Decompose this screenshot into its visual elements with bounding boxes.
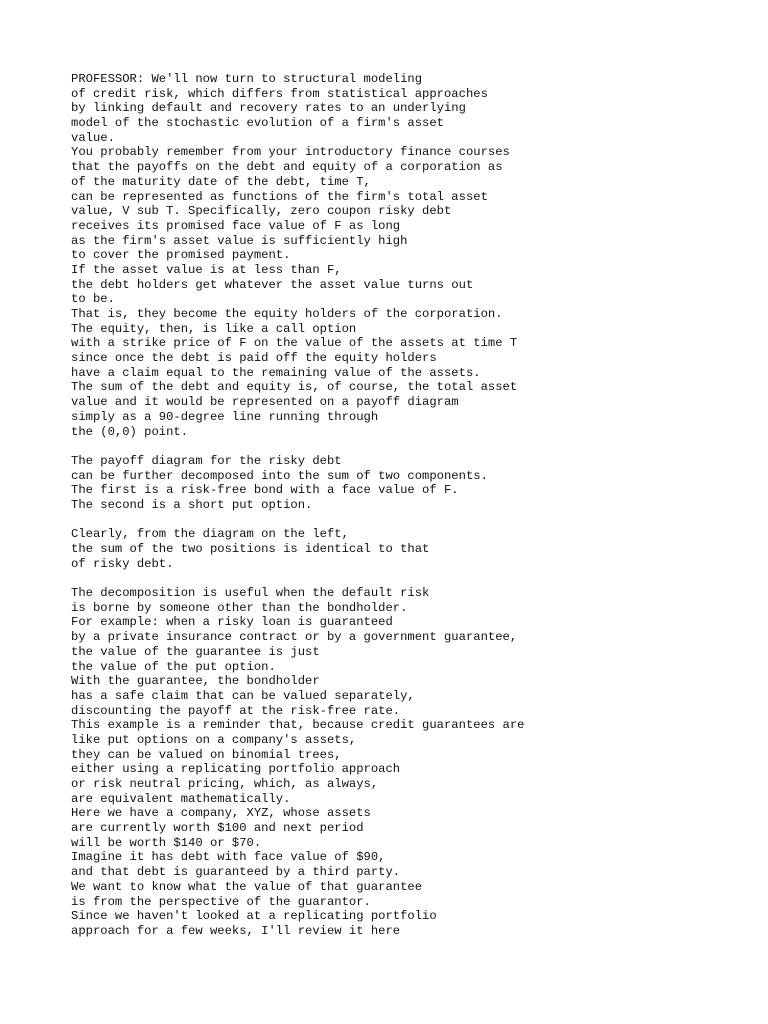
transcript-line: is borne by someone other than the bondholder. <box>71 600 408 615</box>
transcript-line: have a claim equal to the remaining value of the assets. <box>71 365 481 380</box>
transcript-line: like put options on a company's assets, <box>71 732 357 747</box>
transcript-line: to be. <box>71 292 115 307</box>
transcript-line: If the asset value is at less than F, <box>71 262 342 277</box>
transcript-line: discounting the payoff at the risk-free rate. <box>71 703 401 718</box>
transcript-line: PROFESSOR: We'll now turn to structural modeling <box>71 72 423 86</box>
transcript-line: That is, they become the equity holders of the corporation. <box>71 307 503 321</box>
transcript-line: the debt holders get whatever the asset value turns out <box>71 277 474 292</box>
transcript-line: by linking default and recovery rates to an underlying <box>71 101 466 116</box>
transcript-line: Clearly, from the diagram on the left, <box>71 527 349 542</box>
transcript-line: simply as a 90-degree line running through <box>71 409 379 424</box>
transcript-line: Here we have a company, XYZ, whose assets <box>71 806 371 821</box>
transcript-line: can be represented as functions of the firm's total asset <box>71 189 488 204</box>
transcript-line: The equity, then, is like a call option <box>71 321 357 336</box>
transcript-line: The first is a risk-free bond with a face value of F. <box>71 483 459 498</box>
transcript-line <box>71 571 751 586</box>
transcript-line: of risky debt. <box>71 556 174 571</box>
transcript-line: is from the perspective of the guarantor. <box>71 894 371 909</box>
transcript-line <box>71 513 751 528</box>
transcript-line: The second is a short put option. <box>71 497 313 512</box>
transcript-line: and that debt is guaranteed by a third party. <box>71 865 401 880</box>
transcript-line: value and it would be represented on a payoff diagram <box>71 395 459 410</box>
transcript-line: We want to know what the value of that guarantee <box>71 879 423 894</box>
transcript-line <box>71 439 751 454</box>
transcript-line: This example is a reminder that, because credit guarantees are <box>71 718 525 733</box>
transcript-line: that the payoffs on the debt and equity of a corporation as <box>71 160 503 175</box>
transcript-line: the value of the put option. <box>71 659 276 674</box>
transcript-line: by a private insurance contract or by a government guarantee, <box>71 630 518 645</box>
transcript-line: to cover the promised payment. <box>71 248 291 263</box>
transcript-line: approach for a few weeks, I'll review it here <box>71 923 401 938</box>
transcript-line: or risk neutral pricing, which, as always, <box>71 777 379 791</box>
transcript-line: The payoff diagram for the risky debt <box>71 453 342 468</box>
transcript-text <box>71 72 751 939</box>
transcript-line: value. <box>71 130 115 145</box>
transcript-line: You probably remember from your introductory finance courses <box>71 145 510 160</box>
transcript-line: of the maturity date of the debt, time T, <box>71 174 371 189</box>
transcript-line: are equivalent mathematically. <box>71 791 291 806</box>
transcript-line: will be worth $140 or $70. <box>71 835 262 850</box>
transcript-line: are currently worth $100 and next period <box>71 821 364 836</box>
transcript-line: For example: when a risky loan is guaranteed <box>71 615 393 630</box>
transcript-line: The sum of the debt and equity is, of course, the total asset <box>71 380 518 395</box>
transcript-line: either using a replicating portfolio approach <box>71 762 401 777</box>
transcript-line: since once the debt is paid off the equity holders <box>71 351 437 366</box>
transcript-line: has a safe claim that can be valued separately, <box>71 688 415 703</box>
transcript-line: The decomposition is useful when the default risk <box>71 586 430 601</box>
transcript-line: value, V sub T. Specifically, zero coupon risky debt <box>71 204 452 219</box>
transcript-line: they can be valued on binomial trees, <box>71 747 342 762</box>
transcript-line: Imagine it has debt with face value of $90, <box>71 850 386 865</box>
transcript-line: With the guarantee, the bondholder <box>71 674 320 689</box>
transcript-line: receives its promised face value of F as long <box>71 218 401 233</box>
transcript-line: with a strike price of F on the value of the assets at time T <box>71 336 518 351</box>
transcript-line: model of the stochastic evolution of a firm's asset <box>71 116 444 131</box>
transcript-line: Since we haven't looked at a replicating portfolio <box>71 909 437 924</box>
transcript-line: the (0,0) point. <box>71 424 189 439</box>
transcript-line: can be further decomposed into the sum of two components. <box>71 468 488 483</box>
transcript-line: of credit risk, which differs from statistical approaches <box>71 86 488 101</box>
transcript-line: as the firm's asset value is sufficiently high <box>71 233 408 248</box>
transcript-line: the sum of the two positions is identical to that <box>71 542 430 556</box>
transcript-line: the value of the guarantee is just <box>71 644 320 659</box>
